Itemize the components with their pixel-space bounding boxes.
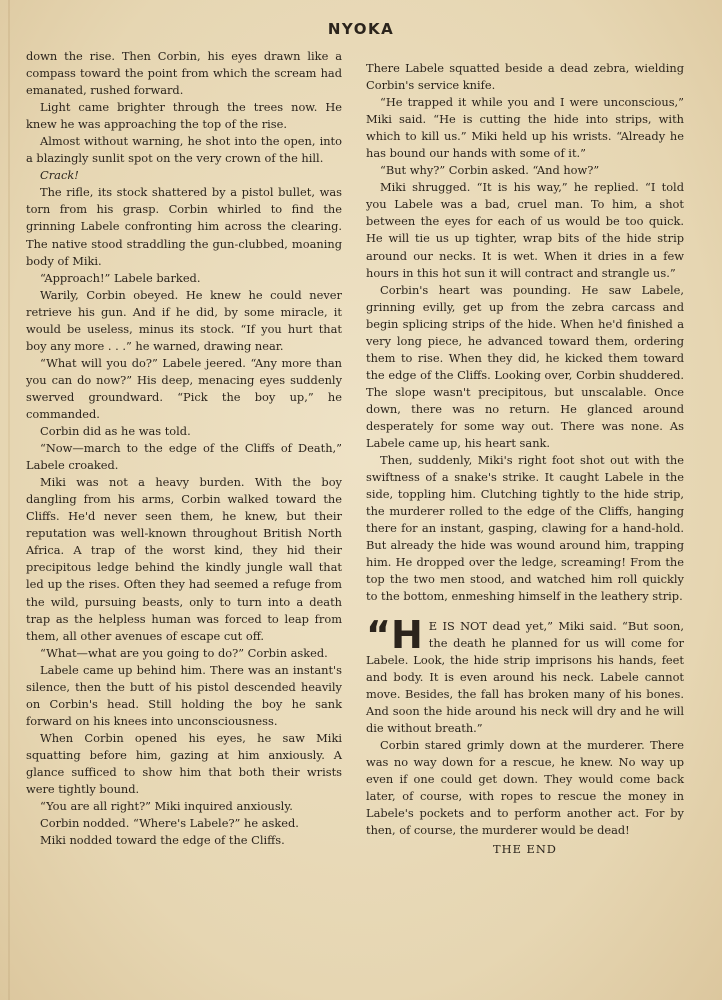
- paragraph: Almost without warning, he shot into the open, into a blazingly sunlit spot on the very crown of the hill.: [26, 134, 342, 166]
- paragraph: “Now—march to the edge of the Cliffs of Death,” Labele croaked.: [26, 441, 342, 473]
- running-header: NYOKA: [327, 20, 395, 38]
- paragraph: Corbin stared grimly down at the murderer. There was no way down for a rescue, he knew. No way up even if one could get down. They would come back later, of course, with ropes to rescue the money in Labele's pockets and to perform another act. For by then, of course, the murderer would be dead!: [366, 737, 684, 838]
- paragraph: Corbin's heart was pounding. He saw Labele, grinning evilly, get up from the zebra carcass and begin splicing strips of the hide. When he'd finished a very long piece, he advanced toward them, ordering them to rise. When they did, he kicked them toward the edge of the Cliffs. Looking over, Corbin shuddered. The slope wasn't precipitous, but unscalable. Once down, there was no return. He glanced around desperately for some way out. There was none. As Labele came up, his heart sank.: [366, 282, 684, 451]
- paragraph: “What—what are you going to do?” Corbin asked.: [40, 645, 328, 660]
- section-text: E IS NOT dead yet,” Miki said. “But soon, the death he planned for us will come for Labele. Look, the hide strip imprisons his hands, feet and body. It is even around his neck. Labele cannot move. Besides, the fall has broken many of his bones. And soon the hide around his neck will dry and he will die without breath.”: [366, 618, 684, 735]
- paragraph: Miki shrugged. “It is his way,” he replied. “I told you Labele was a bad, cruel man. To him, a shot between the eyes for each of us would be too quick. He will tie us up tighter, wrap bits of the hide strip around our necks. It is wet. When it dries in a few hours in this hot sun it will contract and strangle us.”: [366, 180, 684, 280]
- paragraph: When Corbin opened his eyes, he saw Miki squatting before him, gazing at him anxiously. A glance sufficed to show him that both their wrists were tightly bound.: [26, 730, 342, 797]
- drop-cap: [366, 612, 423, 657]
- right-column: [366, 60, 684, 858]
- paragraph: The rifle, its stock shattered by a pistol bullet, was torn from his grasp. Corbin whirled to find the grinning Labele confronting him across the clearing. The native stood straddling the gun-clubbed, moaning body of Miki.: [26, 185, 342, 268]
- paragraph-crack: Crack!: [40, 168, 79, 183]
- paragraph: “What will you do?” Labele jeered. “Any more than you can do now?” His deep, menacing eyes suddenly swerved groundward. “Pick the boy up,” he commanded.: [26, 355, 342, 421]
- paragraph: Warily, Corbin obeyed. He knew he could never retrieve his gun. And if he did, by some miracle, it would be useless, minus its stock. “If you hurt that boy any more . . .” he warned, drawing near.: [26, 287, 342, 353]
- paragraph: down the rise. Then Corbin, his eyes drawn like a compass toward the point from which the scream had emanated, rushed forward.: [26, 49, 342, 98]
- paragraph: Corbin did as he was told.: [40, 424, 191, 439]
- paragraph: Corbin nodded. “Where's Labele?” he asked.: [40, 816, 299, 831]
- paragraph: There Labele squatted beside a dead zebra, wielding Corbin's service knife.: [366, 61, 684, 93]
- paragraph: Miki was not a heavy burden. With the boy dangling from his arms, Corbin walked toward the Cliffs. He'd never seen them, he knew, but their reputation was well-known throughout British North Africa. A trap of the worst kind, they hid their precipitous ledge behind the kindly jungle wall that led up the rises. Often they had seemed a refuge from the wild, pursuing beasts, only to turn into a death trap as the helpless human was forced to leap from them, all other avenues of escape cut off.: [26, 475, 342, 643]
- paragraph: “Approach!” Labele barked.: [40, 270, 201, 285]
- paragraph: Then, suddenly, Miki's right foot shot out with the swiftness of a snake's strike. It caught Labele in the side, toppling him. Clutching tightly to the hide strip, the murderer rolled to the edge of the Cliffs, hanging there for an instant, gasping, clawing for a hand-hold. But already the hide was wound around him, trapping him. He dropped over the ledge, screaming! From the top the two men stood, and watched him roll quickly to the bottom, enmeshing himself in the leathery strip.: [366, 453, 684, 604]
- the-end-label: THE END: [493, 842, 557, 857]
- left-column: [26, 48, 342, 849]
- drop-cap-letter: H: [390, 612, 423, 657]
- drop-cap-quote: “: [366, 612, 391, 657]
- paragraph: Labele came up behind him. There was an instant's silence, then the butt of his pistol descended heavily on Corbin's head. Still holding the boy he sank forward on his knees into unconsciousness.: [26, 662, 342, 728]
- paragraph: Light came brighter through the trees now. He knew he was approaching the top of the rise.: [26, 100, 342, 132]
- section-paragraph: [366, 612, 684, 737]
- paragraph: “But why?” Corbin asked. “And how?”: [380, 163, 600, 178]
- page-fold: [8, 0, 10, 1000]
- paragraph: Miki nodded toward the edge of the Cliffs.: [40, 833, 285, 848]
- paragraph: “You are all right?” Miki inquired anxiously.: [40, 799, 293, 814]
- paragraph: “He trapped it while you and I were unconscious,” Miki said. “He is cutting the hide into strips, with which to kill us.” Miki held up his wrists. “Already he has bound our hands with some of it.”: [366, 95, 684, 161]
